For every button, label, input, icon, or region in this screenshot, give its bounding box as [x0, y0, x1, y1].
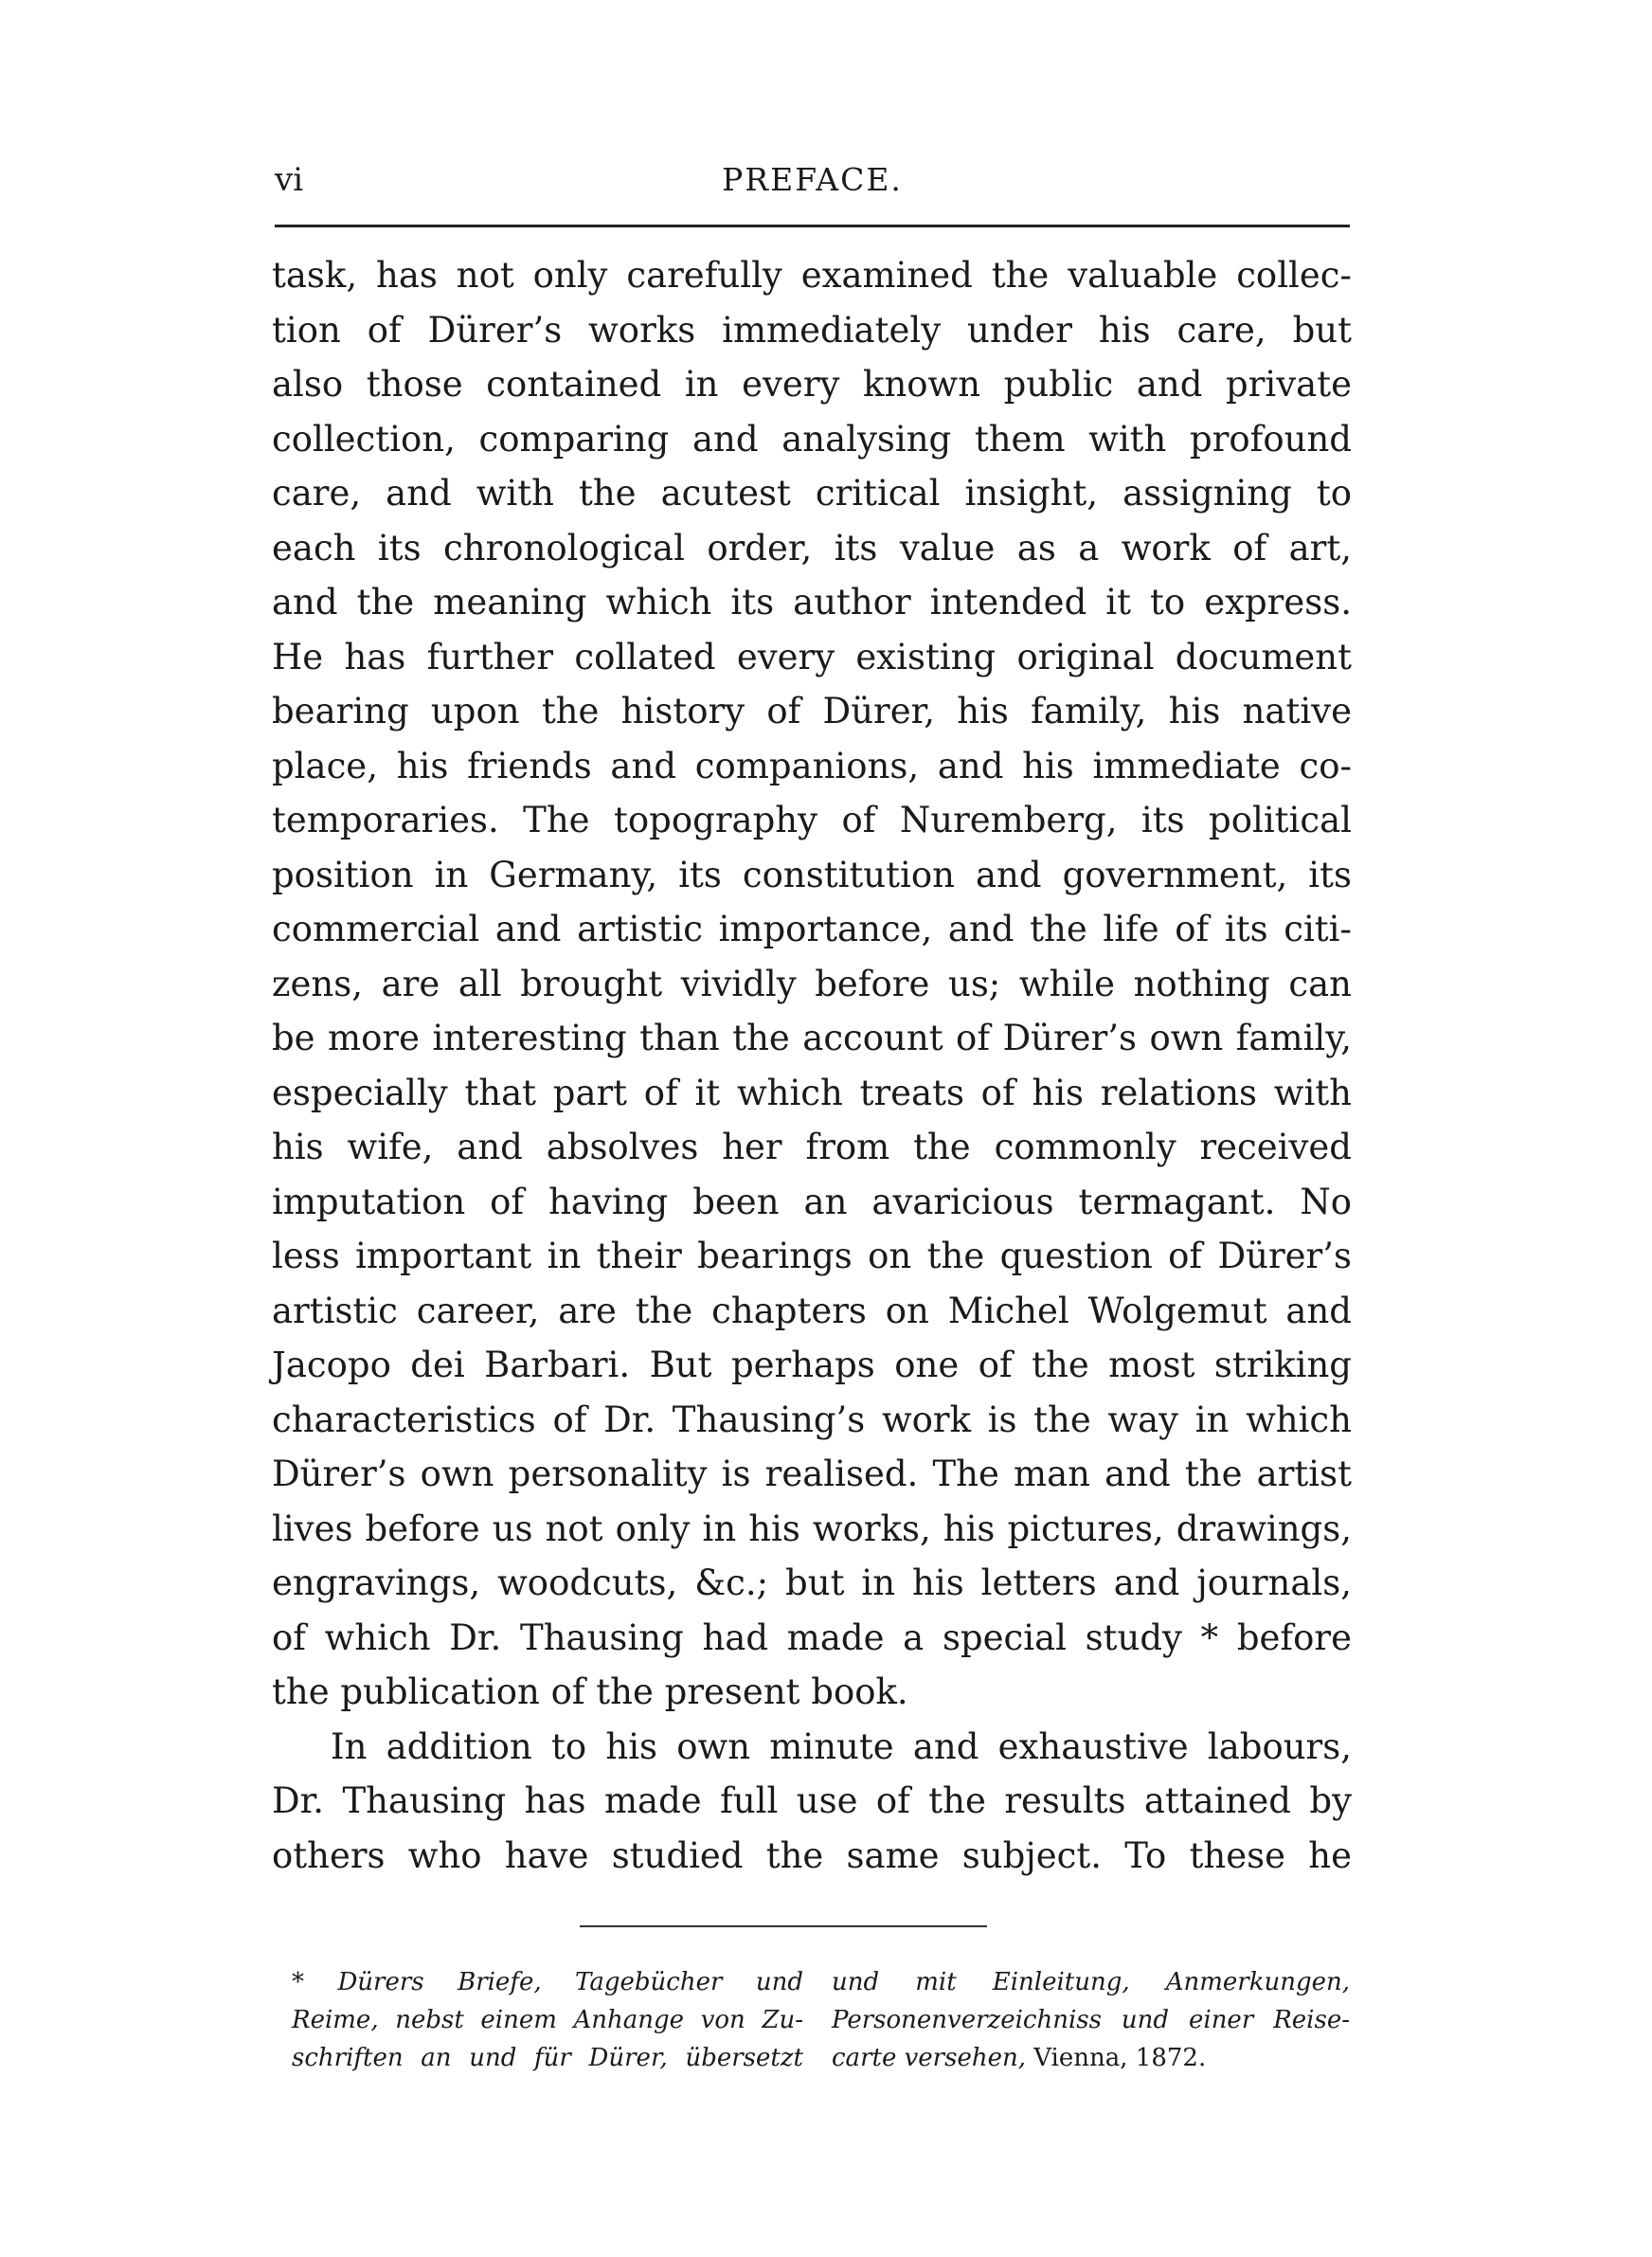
page-header [275, 161, 1350, 208]
footnote-italic-text: carte versehen, [832, 2044, 1026, 2072]
text-line: care, and with the acutest critical insight, assigning to [272, 473, 1352, 514]
text-line: characteristics of Dr. Thausing’s work is the way in which [272, 1399, 1352, 1440]
text-line: place, his friends and companions, and his immediate co- [272, 745, 1352, 786]
text-line: artistic career, are the chapters on Michel Wolgemut and [272, 1290, 1352, 1331]
text-line: task, has not only carefully examined the valuable collec- [272, 255, 1352, 296]
text-line: his wife, and absolves her from the commonly received [272, 1127, 1352, 1167]
text-line: tion of Dürer’s works immediately under his care, but [272, 309, 1352, 351]
running-title: PREFACE. [722, 161, 903, 198]
footnote-right-column [832, 1963, 1350, 2077]
footnote-line: Reime, nebst einem Anhange von Zu- [292, 2006, 803, 2034]
header-rule [275, 225, 1350, 227]
text-line: He has further collated every existing original document [272, 636, 1352, 677]
text-line: of which Dr. Thausing had made a special study * before [272, 1616, 1352, 1658]
text-line: engravings, woodcuts, &c.; but in his letters and journals, [272, 1562, 1352, 1603]
footnote-line: schriften an und für Dürer, übersetzt [292, 2044, 803, 2072]
text-line: and the meaning which its author intended it to express. [272, 582, 1352, 623]
text-line: position in Germany, its constitution and government, its [272, 854, 1352, 895]
text-line: others who have studied the same subject. To these he [272, 1834, 1352, 1876]
footnote-left-column [292, 1963, 803, 2077]
footnote-line: Personenverzeichniss und einer Reise- [832, 2006, 1350, 2034]
text-line: zens, are all brought vividly before us; while nothing can [272, 963, 1352, 1004]
text-line: collection, comparing and analysing them with profound [272, 418, 1352, 460]
paragraph-start-line: In addition to his own minute and exhaustive labours, [331, 1725, 1352, 1767]
footnote-rule [580, 1925, 987, 1927]
paragraph-end-line: the publication of the present book. [272, 1671, 908, 1712]
footnote-line: und mit Einleitung, Anmerkungen, [832, 1968, 1350, 1996]
footnote-line [832, 2039, 1350, 2077]
text-line: lives before us not only in his works, his pictures, drawings, [272, 1508, 1352, 1549]
text-line: Dr. Thausing has made full use of the results attained by [272, 1780, 1352, 1821]
text-line: less important in their bearings on the question of Dürer’s [272, 1236, 1352, 1276]
text-line: commercial and artistic importance, and the life of its citi- [272, 909, 1352, 949]
text-line: Jacopo dei Barbari. But perhaps one of the most striking [272, 1345, 1352, 1385]
text-line: bearing upon the history of Dürer, his family, his native [272, 691, 1352, 731]
footnote-line: * Dürers Briefe, Tagebücher und [292, 1968, 803, 1996]
text-line: also those contained in every known public and private [272, 364, 1352, 405]
page-number: vi [275, 161, 304, 199]
footnote-imprint: Vienna, 1872. [1025, 2044, 1207, 2072]
text-line: especially that part of it which treats of his relations with [272, 1072, 1352, 1113]
text-line: temporaries. The topography of Nuremberg, its political [272, 800, 1352, 840]
body-text [272, 248, 1352, 1883]
text-line: each its chronological order, its value as a work of art, [272, 527, 1352, 569]
text-line: imputation of having been an avaricious termagant. No [272, 1181, 1352, 1222]
text-line: Dürer’s own personality is realised. The man and the artist [272, 1454, 1352, 1494]
text-line: be more interesting than the account of Dürer’s own family, [272, 1018, 1352, 1058]
